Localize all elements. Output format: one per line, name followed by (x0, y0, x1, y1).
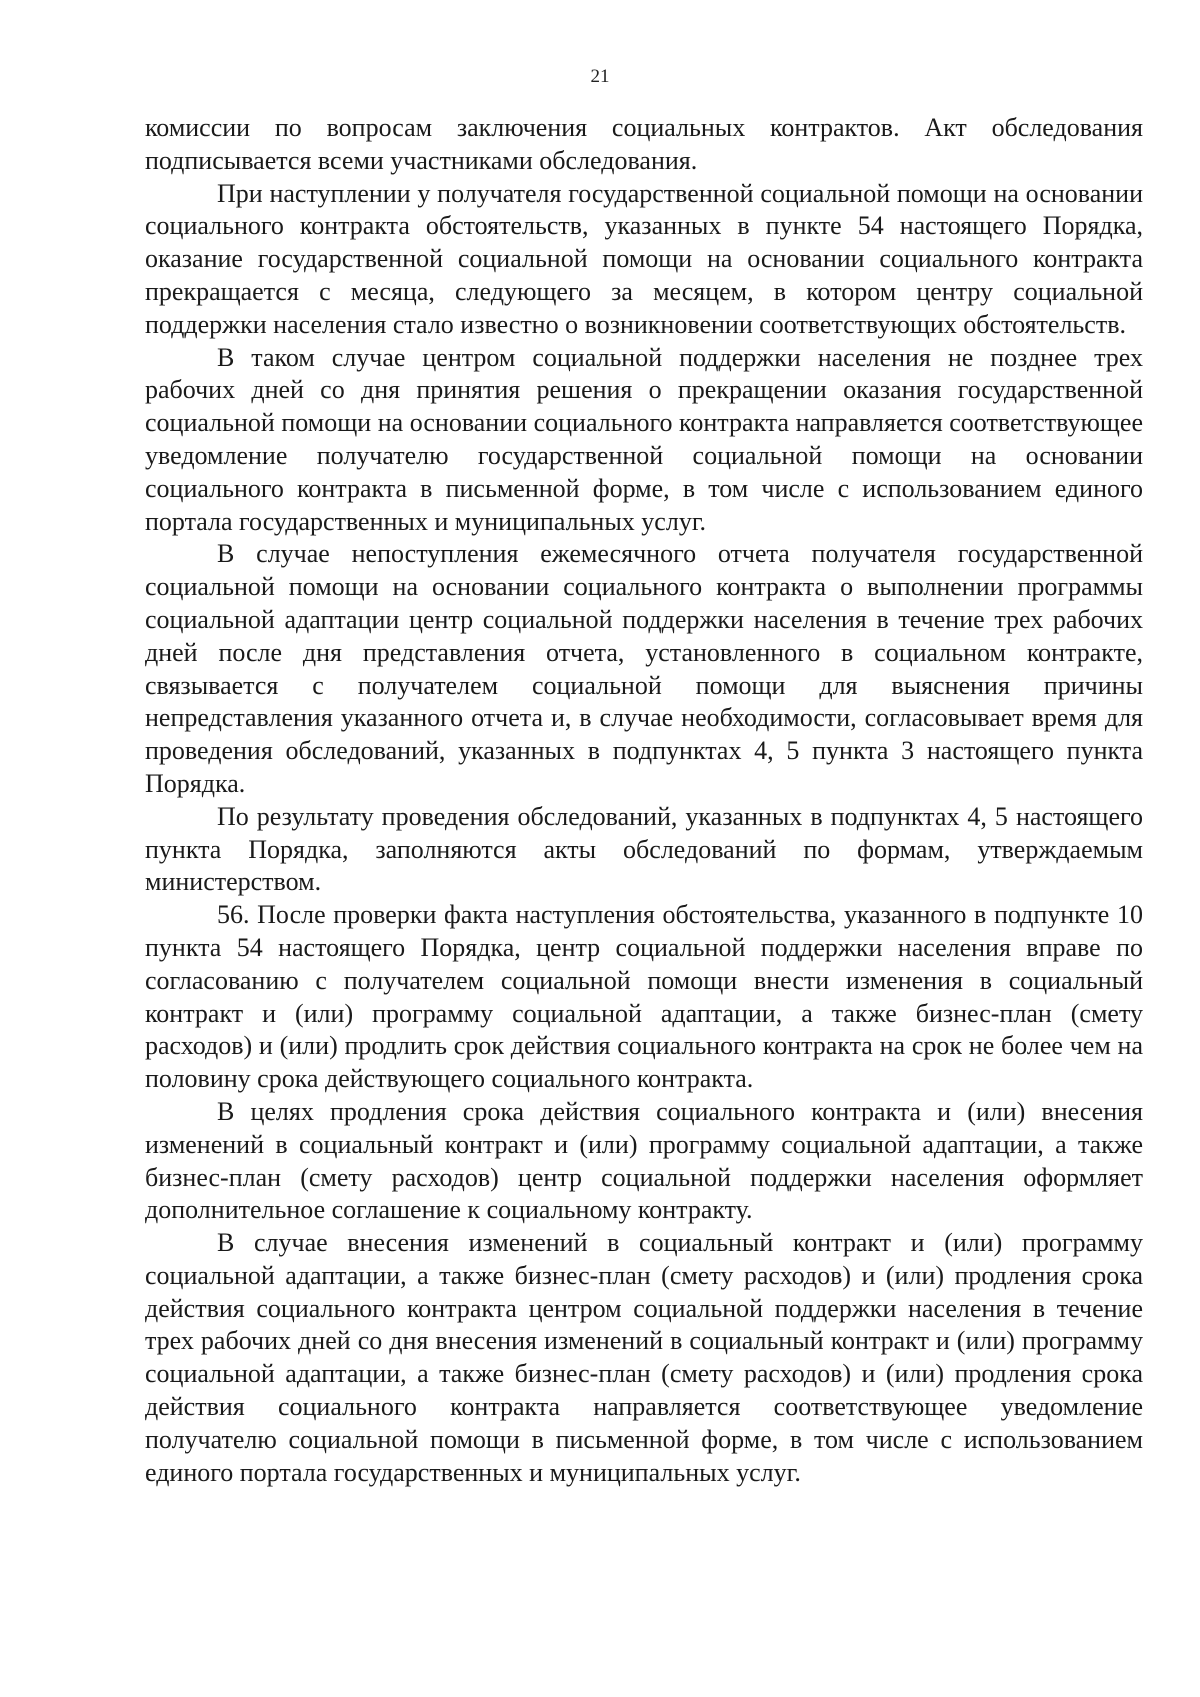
paragraph-additional-agreement: В целях продления срока действия социального контракта и (или) внесения изменений в социальный контракт и (или) программу социальной адаптации, а также бизнес-план (смету расходов) центр социальной поддержки населения оформляет дополнительное соглашение к социальному контракту. (145, 1096, 1143, 1225)
page-number: 21 (590, 66, 610, 87)
paragraph-missing-monthly-report: В случае непоступления ежемесячного отчета получателя государственной социальной помощи на основании социального контракта о выполнении программы социальной адаптации центр социальной поддержки населения в течение трех рабочих дней после дня представления отчета, установленного в социальном контракте, связывается с получателем социальной помощи для выяснения причины непредставления указанного отчета и, в случае необходимости, согласовывает время для проведения обследований, указанных в подпунктах 4, 5 пункта 3 настоящего пункта Порядка. (145, 539, 1143, 798)
paragraph-termination-of-assistance: При наступлении у получателя государственной социальной помощи на основании социального контракта обстоятельств, указанных в пункте 54 настоящего Порядка, оказание государственной социальной помощи на основании социального контракта прекращается с месяца, следующего за месяцем, в котором центру социальной поддержки населения стало известно о возникновении соответствующих обстоятельств. (145, 178, 1143, 339)
document-body (145, 112, 1143, 1489)
paragraph-inspection-acts: По результату проведения обследований, указанных в подпунктах 4, 5 настоящего пункта Порядка, заполняются акты обследований по формам, утверждаемым министерством. (145, 801, 1143, 897)
paragraph-termination-notice: В таком случае центром социальной поддержки населения не позднее трех рабочих дней со дня принятия решения о прекращении оказания государственной социальной помощи на основании социального контракта направляется соответствующее уведомление получателю государственной социальной помощи на основании социального контракта в письменной форме, в том числе с использованием единого портала государственных и муниципальных услуг. (145, 342, 1143, 536)
paragraph-commission-act: комиссии по вопросам заключения социальных контрактов. Акт обследования подписывается всеми участниками обследования. (145, 113, 1143, 175)
paragraph-change-notice: В случае внесения изменений в социальный контракт и (или) программу социальной адаптации, а также бизнес-план (смету расходов) и (или) продления срока действия социального контракта центром социальной поддержки населения в течение трех рабочих дней со дня внесения изменений в социальный контракт и (или) программу социальной адаптации, а также бизнес-план (смету расходов) и (или) продления срока действия социального контракта направляется соответствующее уведомление получателю социальной помощи в письменной форме, в том числе с использованием единого портала государственных и муниципальных услуг. (145, 1228, 1143, 1487)
paragraph-clause-56: 56. После проверки факта наступления обстоятельства, указанного в подпункте 10 пункта 54 настоящего Порядка, центр социальной поддержки населения вправе по согласованию с получателем социальной помощи внести изменения в социальный контракт и (или) программу социальной адаптации, а также бизнес-план (смету расходов) и (или) продлить срок действия социального контракта на срок не более чем на половину срока действующего социального контракта. (145, 900, 1143, 1094)
